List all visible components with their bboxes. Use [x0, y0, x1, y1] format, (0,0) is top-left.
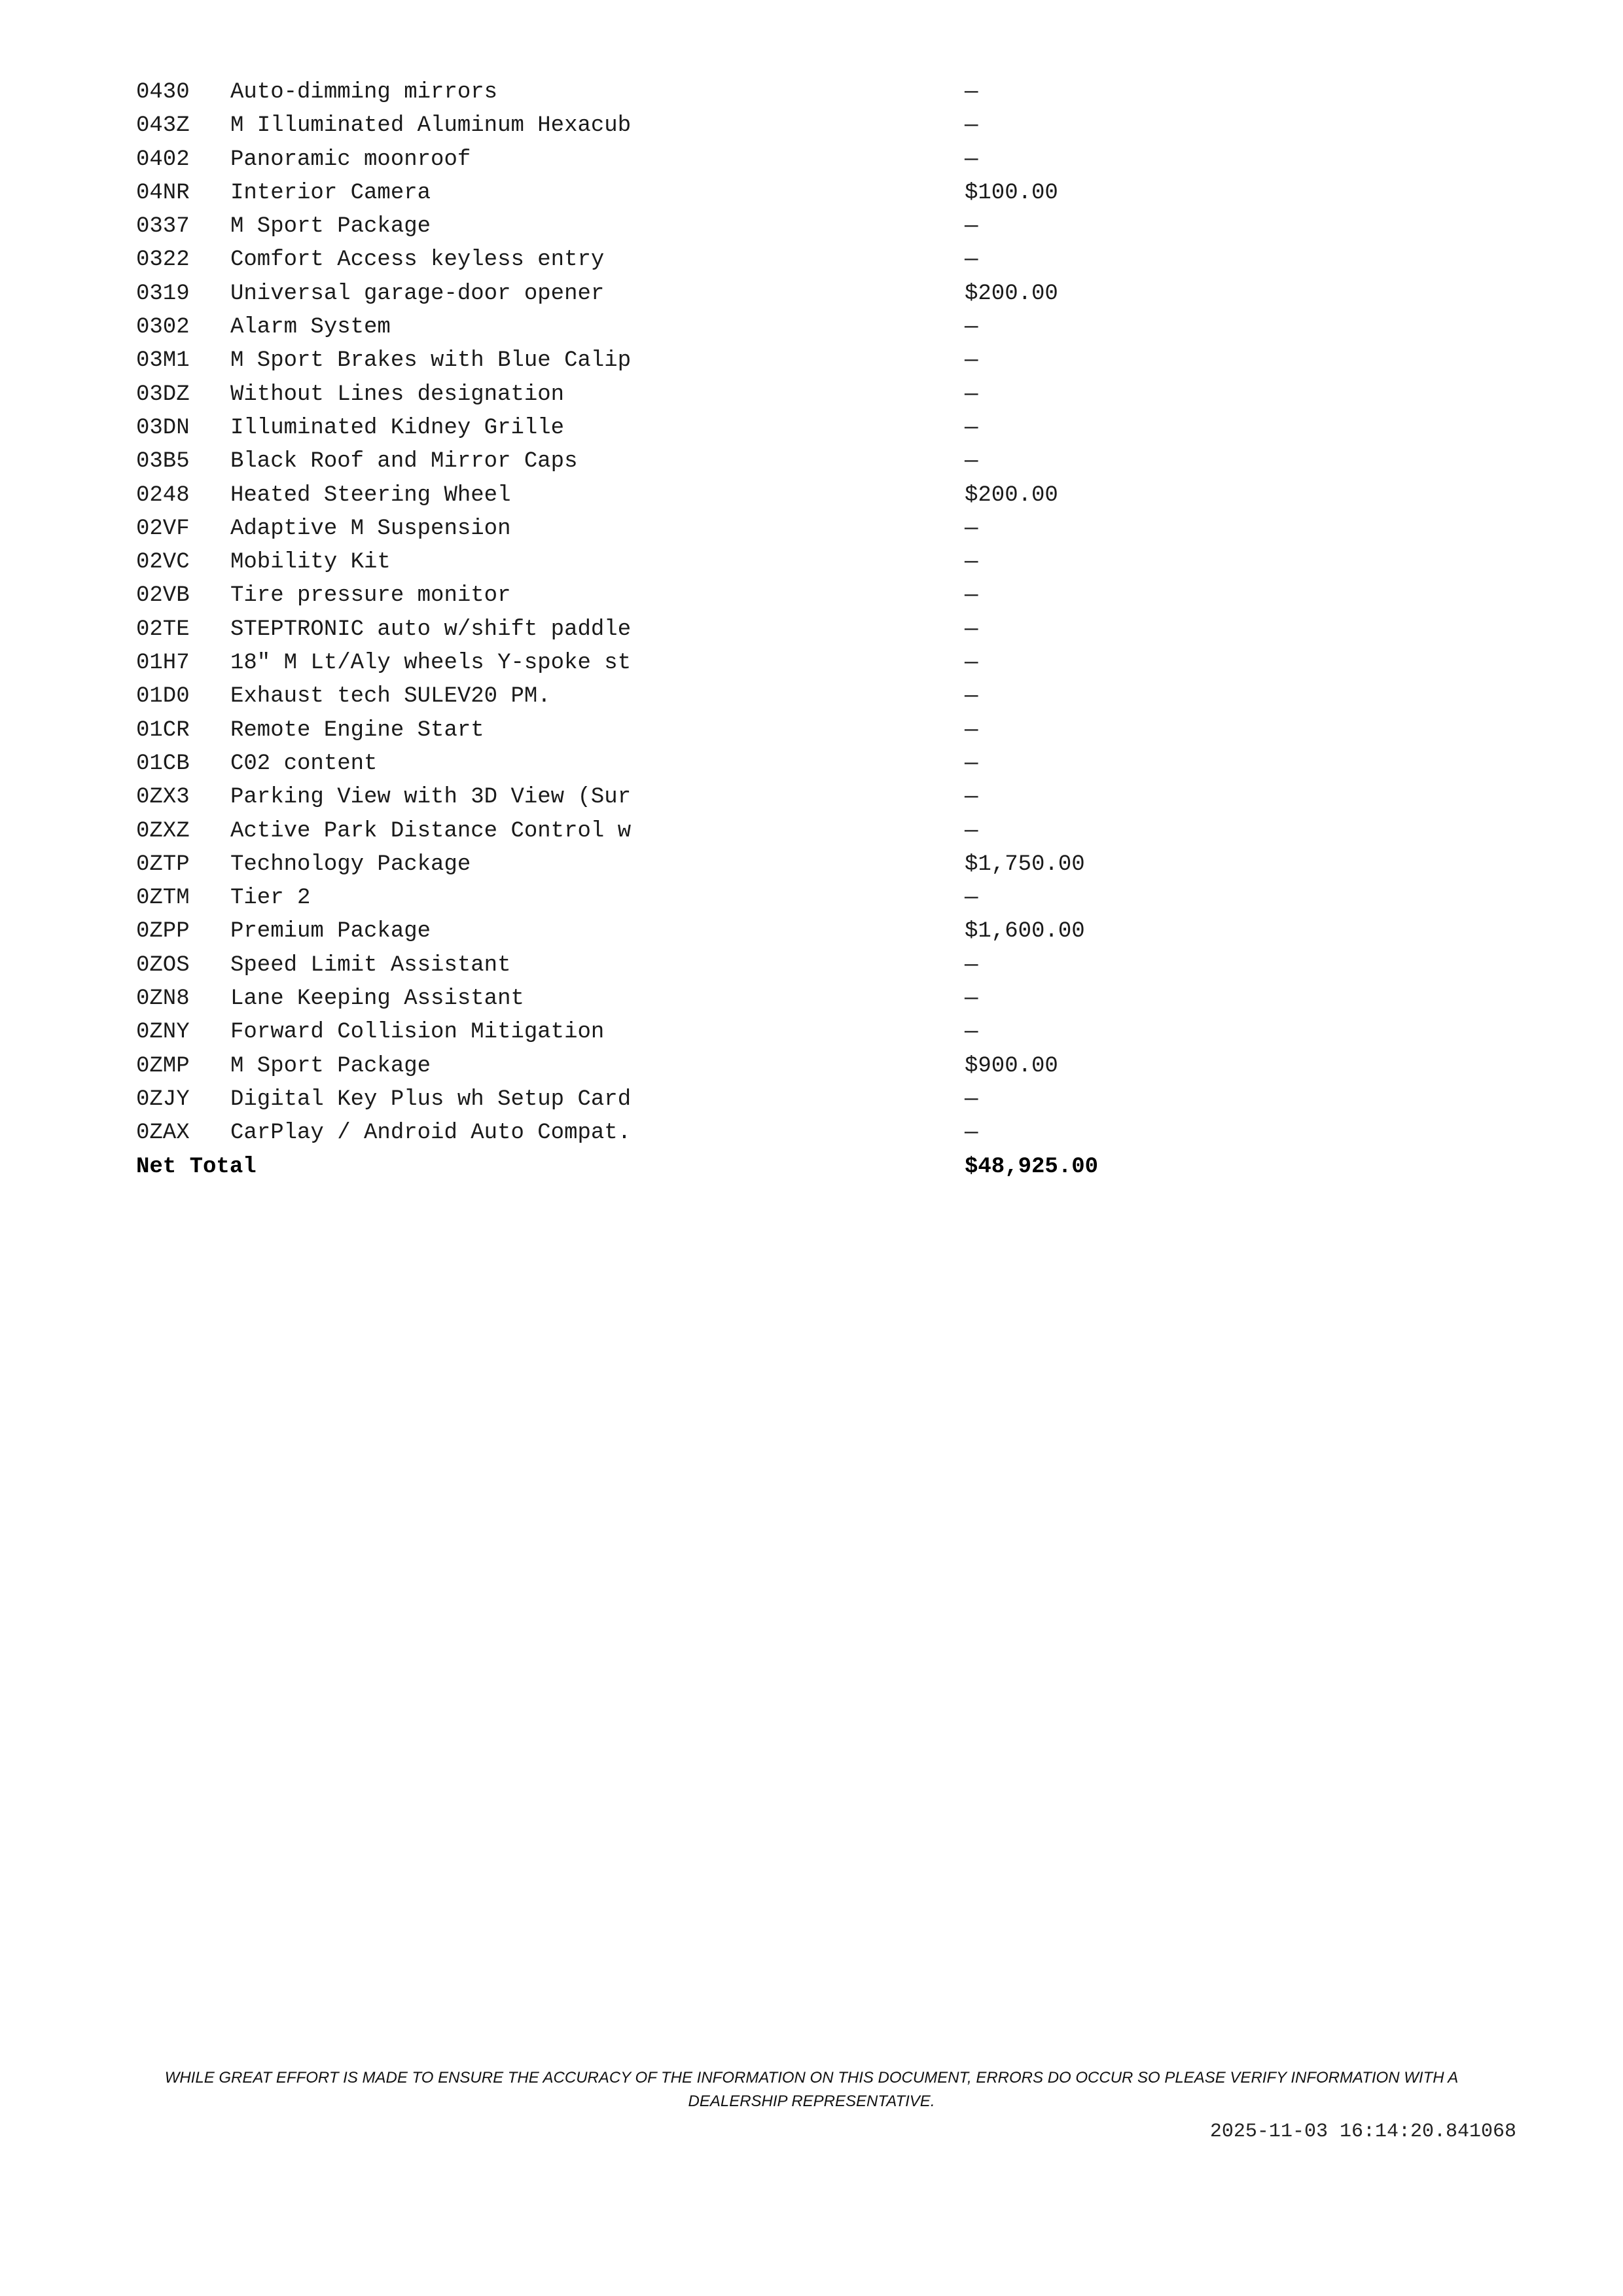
option-description: Interior Camera [230, 180, 431, 206]
option-price: — [965, 315, 978, 340]
option-code: 043Z [136, 113, 190, 139]
option-price: — [965, 751, 978, 776]
option-description: Remote Engine Start [230, 717, 484, 743]
option-row [136, 1083, 1183, 1117]
option-price: — [965, 382, 978, 407]
option-row [136, 915, 1183, 948]
option-price: $900.00 [965, 1053, 1058, 1079]
option-description: C02 content [230, 751, 378, 776]
option-description: Technology Package [230, 852, 471, 877]
option-description: CarPlay / Android Auto Compat. [230, 1121, 632, 1146]
option-row [136, 278, 1183, 311]
option-description: STEPTRONIC auto w/shift paddle [230, 617, 632, 642]
option-row [136, 747, 1183, 781]
option-code: 0ZOS [136, 952, 190, 978]
option-code: 0ZTM [136, 886, 190, 911]
option-code: 02VC [136, 550, 190, 575]
option-row [136, 412, 1183, 445]
option-row [136, 781, 1183, 814]
option-row [136, 546, 1183, 579]
option-code: 04NR [136, 180, 190, 206]
option-price: — [965, 886, 978, 911]
option-price: $100.00 [965, 180, 1058, 206]
option-description: Without Lines designation [230, 382, 565, 407]
option-row [136, 378, 1183, 412]
option-code: 02VF [136, 516, 190, 541]
option-price: — [965, 785, 978, 810]
option-row [136, 177, 1183, 210]
option-description: Exhaust tech SULEV20 PM. [230, 684, 551, 709]
option-code: 02TE [136, 617, 190, 642]
option-code: 03M1 [136, 348, 190, 374]
option-row [136, 848, 1183, 882]
option-price: $200.00 [965, 281, 1058, 306]
option-code: 02VB [136, 583, 190, 609]
option-description: M Sport Brakes with Blue Calip [230, 348, 632, 374]
option-price: — [965, 617, 978, 642]
option-price: — [965, 113, 978, 139]
option-price: — [965, 550, 978, 575]
option-description: M Sport Package [230, 1053, 431, 1079]
net-total-value: $48,925.00 [965, 1154, 1099, 1179]
option-description: 18" M Lt/Aly wheels Y-spoke st [230, 651, 632, 676]
option-price: — [965, 986, 978, 1012]
option-code: 0ZX3 [136, 785, 190, 810]
option-code: 0ZNY [136, 1020, 190, 1045]
option-price: — [965, 415, 978, 440]
option-row [136, 479, 1183, 512]
option-code: 03DZ [136, 382, 190, 407]
option-price: — [965, 247, 978, 273]
option-row [136, 344, 1183, 378]
option-row [136, 1016, 1183, 1049]
option-row [136, 949, 1183, 982]
option-description: Auto-dimming mirrors [230, 80, 498, 105]
disclaimer-line-2: DEALERSHIP REPRESENTATIVE. [688, 2092, 935, 2110]
option-row [136, 714, 1183, 747]
option-code: 0402 [136, 147, 190, 172]
option-code: 0ZJY [136, 1086, 190, 1112]
option-row [136, 143, 1183, 177]
option-price: $1,750.00 [965, 852, 1085, 877]
option-code: 0ZTP [136, 852, 190, 877]
option-description: Parking View with 3D View (Sur [230, 785, 632, 810]
option-row [136, 445, 1183, 478]
option-code: 01CB [136, 751, 190, 776]
option-row [136, 882, 1183, 915]
option-description: Panoramic moonroof [230, 147, 471, 172]
option-description: Digital Key Plus wh Setup Card [230, 1086, 632, 1112]
option-row [136, 1117, 1183, 1150]
option-row [136, 1050, 1183, 1083]
net-total-label: Net Total [136, 1154, 257, 1179]
option-price: — [965, 952, 978, 978]
option-code: 0ZN8 [136, 986, 190, 1012]
option-price: — [965, 684, 978, 709]
option-row [136, 311, 1183, 344]
option-description: Tire pressure monitor [230, 583, 511, 609]
option-description: Tier 2 [230, 886, 311, 911]
option-code: 0337 [136, 214, 190, 240]
option-row [136, 76, 1183, 109]
option-code: 03DN [136, 415, 190, 440]
option-description: Universal garage-door opener [230, 281, 605, 306]
options-table [136, 76, 1183, 1184]
option-description: Illuminated Kidney Grille [230, 415, 565, 440]
option-code: 0ZPP [136, 919, 190, 944]
option-row [136, 579, 1183, 613]
option-description: Mobility Kit [230, 550, 391, 575]
option-code: 03B5 [136, 449, 190, 475]
option-price: — [965, 1020, 978, 1045]
option-price: $1,600.00 [965, 919, 1085, 944]
option-price: — [965, 1086, 978, 1112]
option-price: — [965, 147, 978, 172]
option-row [136, 982, 1183, 1016]
disclaimer [131, 2066, 1492, 2113]
option-description: M Illuminated Aluminum Hexacub [230, 113, 632, 139]
option-price: — [965, 80, 978, 105]
option-description: Lane Keeping Assistant [230, 986, 524, 1012]
option-row [136, 613, 1183, 647]
print-timestamp: 2025-11-03 16:14:20.841068 [1209, 2121, 1516, 2143]
option-description: M Sport Package [230, 214, 431, 240]
option-code: 0322 [136, 247, 190, 273]
option-row [136, 109, 1183, 143]
net-total-row [136, 1151, 1183, 1184]
option-price: — [965, 1121, 978, 1146]
option-row [136, 815, 1183, 848]
option-description: Speed Limit Assistant [230, 952, 511, 978]
option-price: — [965, 651, 978, 676]
option-price: — [965, 516, 978, 541]
option-price: — [965, 818, 978, 844]
option-description: Active Park Distance Control w [230, 818, 632, 844]
option-description: Black Roof and Mirror Caps [230, 449, 578, 475]
option-price: — [965, 348, 978, 374]
option-row [136, 210, 1183, 243]
option-row [136, 647, 1183, 680]
option-row [136, 680, 1183, 713]
option-description: Comfort Access keyless entry [230, 247, 605, 273]
option-code: 0248 [136, 482, 190, 508]
option-code: 0ZAX [136, 1121, 190, 1146]
option-price: — [965, 717, 978, 743]
disclaimer-line-1: WHILE GREAT EFFORT IS MADE TO ENSURE THE ACCURACY OF THE INFORMATION ON THIS DOCUMENT, ERRORS DO OCCUR SO PLEASE VERIFY INFORMATION WITH A [164, 2069, 1459, 2087]
option-row [136, 243, 1183, 277]
option-description: Adaptive M Suspension [230, 516, 511, 541]
option-code: 0319 [136, 281, 190, 306]
option-code: 0430 [136, 80, 190, 105]
option-price: $200.00 [965, 482, 1058, 508]
option-row [136, 512, 1183, 546]
option-code: 01D0 [136, 684, 190, 709]
option-code: 01CR [136, 717, 190, 743]
option-description: Heated Steering Wheel [230, 482, 511, 508]
option-description: Premium Package [230, 919, 431, 944]
option-code: 01H7 [136, 651, 190, 676]
option-code: 0ZMP [136, 1053, 190, 1079]
option-code: 0ZXZ [136, 818, 190, 844]
option-price: — [965, 583, 978, 609]
option-code: 0302 [136, 315, 190, 340]
option-price: — [965, 214, 978, 240]
option-description: Alarm System [230, 315, 391, 340]
option-description: Forward Collision Mitigation [230, 1020, 605, 1045]
option-rows [136, 76, 1183, 1151]
option-price: — [965, 449, 978, 475]
